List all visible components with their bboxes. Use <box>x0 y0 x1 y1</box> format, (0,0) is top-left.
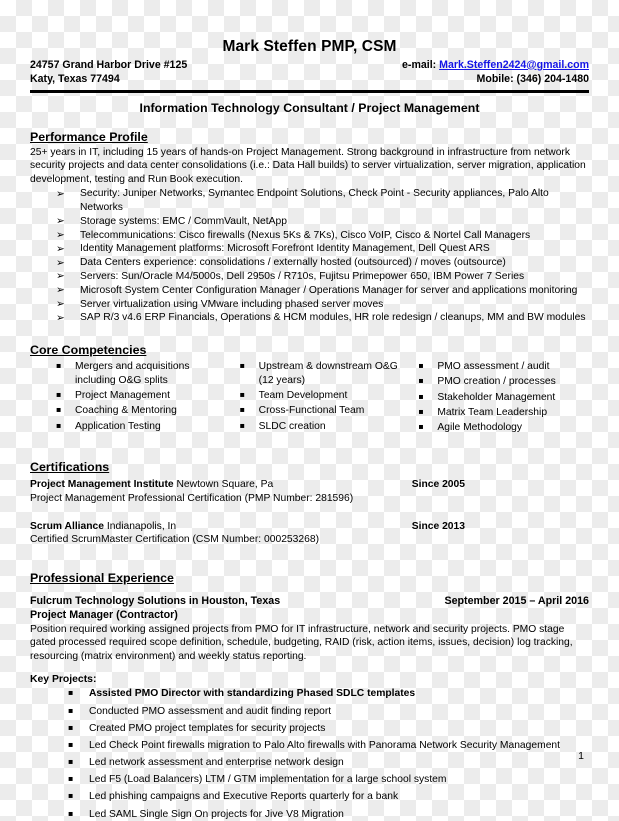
email-label: e-mail: <box>402 58 440 71</box>
list-item-text: PMO assessment / audit <box>437 361 550 373</box>
arrow-bullet-icon: ➢ <box>56 311 65 324</box>
arrow-bullet-icon: ➢ <box>56 270 65 283</box>
list-item-text: Matrix Team Leadership <box>437 406 548 418</box>
square-bullet-icon: ▪ <box>68 791 74 801</box>
square-bullet-icon: ▪ <box>56 405 62 415</box>
certification-location: Indianapolis, In <box>104 520 177 532</box>
square-bullet-icon: ▪ <box>418 422 424 432</box>
candidate-name: Mark Steffen PMP, CSM <box>222 38 397 55</box>
square-bullet-icon: ▪ <box>56 420 62 430</box>
list-item <box>68 790 589 804</box>
list-item-text: Upstream & downstream O&G (12 years) <box>258 361 398 386</box>
list-item-text: Mergers and acquisitions including O&G splits <box>75 361 190 386</box>
list-item-text: Coaching & Mentoring <box>75 405 177 417</box>
square-bullet-icon: ▪ <box>239 420 246 430</box>
list-item <box>56 256 589 270</box>
list-item <box>416 391 589 405</box>
list-item <box>56 284 589 298</box>
certification-item <box>30 520 589 547</box>
list-item-text: Server virtualization using VMware including phased server moves <box>80 298 384 310</box>
list-item <box>238 420 400 434</box>
section-core-competencies <box>30 341 589 436</box>
performance-profile-paragraph: 25+ years in IT, including 15 years of hands-on Project Management. Strong background in infrastructure from network security projects and data center consolidations (i.e.: Data Hall builds) to server virtualization, server migration, application development, testing and Run Book execution. <box>30 146 586 185</box>
list-item <box>54 360 220 387</box>
list-item <box>56 270 589 284</box>
list-item-text: Security: Juniper Networks, Symantec Endpoint Solutions, Check Point - Security appliances, Palo Alto Networks <box>80 188 549 213</box>
address-line-1: 24757 Grand Harbor Drive #125 <box>30 58 188 71</box>
job-description: Position required working assigned projects from PMO for IT infrastructure, network and security projects. PMO stage gated processed required scope definition, schedule, budgeting, RAID (risk, action items, issues, decision) log tracking, resourcing (matrix environment) and weekly status reporting. <box>30 623 573 662</box>
list-item <box>56 298 589 312</box>
certification-org-row <box>30 478 589 492</box>
list-item <box>68 756 589 770</box>
job-dates: September 2015 – April 2016 <box>444 595 589 608</box>
list-item-text: Microsoft System Center Configuration Manager / Operations Manager for server and applications monitoring <box>80 284 578 296</box>
list-item <box>68 705 589 719</box>
list-item-text: Led SAML Single Sign On projects for Jive V8 Migration <box>89 808 344 820</box>
square-bullet-icon: ▪ <box>68 722 74 732</box>
certification-detail: Project Management Professional Certification (PMP Number: 281596) <box>30 493 354 505</box>
list-item-text: SAP R/3 v4.6 ERP Financials, Operations & HCM modules, HR role redesign / cleanups, MM and BW modules <box>80 312 586 324</box>
list-item <box>238 389 400 403</box>
list-item-text: Led network assessment and enterprise network design <box>89 757 344 769</box>
list-item-text: Identity Management platforms: Microsoft Forefront Identity Management, Dell Quest ARS <box>80 243 490 255</box>
list-item <box>416 375 589 389</box>
performance-profile-heading: Performance Profile <box>30 129 148 144</box>
section-performance-profile <box>30 128 589 325</box>
job-company: Fulcrum Technology Solutions in Houston, Texas <box>30 595 281 608</box>
list-item-text: PMO creation / processes <box>437 376 556 388</box>
certification-item <box>30 478 589 505</box>
header-divider-rule <box>30 90 589 93</box>
list-item-text: Led Check Point firewalls migration to Palo Alto firewalls with Panorama Network Security Management <box>89 739 561 751</box>
competency-column-3 <box>399 360 589 436</box>
document-subtitle: Information Technology Consultant / Project Management <box>139 100 480 115</box>
arrow-bullet-icon: ➢ <box>56 229 65 242</box>
arrow-bullet-icon: ➢ <box>56 215 65 228</box>
square-bullet-icon: ▪ <box>239 361 246 371</box>
section-certifications <box>30 458 589 547</box>
square-bullet-icon: ▪ <box>418 391 424 401</box>
list-item <box>56 229 589 243</box>
competency-list-1 <box>54 360 220 433</box>
list-item-text: Application Testing <box>75 420 161 432</box>
list-item <box>68 722 589 736</box>
competency-list-3 <box>416 360 589 435</box>
list-item-text: Conducted PMO assessment and audit finding report <box>89 705 332 717</box>
core-competencies-columns <box>30 360 589 436</box>
list-item-text: Stakeholder Management <box>437 391 556 403</box>
square-bullet-icon: ▪ <box>418 361 424 371</box>
section-professional-experience <box>30 569 589 821</box>
competency-list-2 <box>238 360 400 433</box>
address-line-2: Katy, Texas 77494 <box>30 72 120 85</box>
list-item <box>56 242 589 256</box>
contact-line-2 <box>30 73 589 87</box>
certification-detail: Certified ScrumMaster Certification (CSM Number: 000253268) <box>30 534 319 546</box>
core-competencies-heading: Core Competencies <box>30 343 147 358</box>
list-item <box>68 687 589 701</box>
list-item-text: Telecommunications: Cisco firewalls (Nexus 5Ks & 7Ks), Cisco VoIP, Cisco & Nortel Call Managers <box>80 229 531 241</box>
square-bullet-icon: ▪ <box>68 757 74 767</box>
resume-header <box>30 38 589 115</box>
list-item-text: Led F5 (Load Balancers) LTM / GTM implementation for a large school system <box>89 774 447 786</box>
list-item-text: Project Management <box>75 390 171 402</box>
certification-since: Since 2013 <box>411 520 465 532</box>
list-item <box>68 808 589 821</box>
arrow-bullet-icon: ➢ <box>56 284 65 297</box>
square-bullet-icon: ▪ <box>68 688 74 698</box>
key-projects-list <box>30 687 589 821</box>
arrow-bullet-icon: ➢ <box>56 242 65 255</box>
key-projects-heading: Key Projects: <box>30 674 97 686</box>
square-bullet-icon: ▪ <box>418 376 424 386</box>
certification-org: Scrum Alliance <box>30 520 105 532</box>
list-item-text: Created PMO project templates for security projects <box>89 722 326 734</box>
professional-experience-heading: Professional Experience <box>30 571 174 586</box>
list-item <box>56 311 589 325</box>
list-item-text: Team Development <box>258 390 348 402</box>
certification-since: Since 2005 <box>411 479 465 491</box>
email-link[interactable]: Mark.Steffen2424@gmail.com <box>439 58 589 71</box>
job-title: Project Manager (Contractor) <box>30 609 178 621</box>
list-item <box>56 187 589 215</box>
list-item <box>54 389 220 403</box>
email-block <box>402 59 589 73</box>
list-item-text: Assisted PMO Director with standardizing Phased SDLC templates <box>89 688 416 700</box>
list-item <box>238 360 400 387</box>
square-bullet-icon: ▪ <box>68 705 74 715</box>
list-item <box>54 404 220 418</box>
list-item-text: Led phishing campaigns and Executive Reports quarterly for a bank <box>89 791 399 803</box>
competency-column-1 <box>30 360 220 436</box>
competency-column-2 <box>220 360 400 436</box>
list-item <box>416 360 589 374</box>
square-bullet-icon: ▪ <box>418 406 424 416</box>
certification-org-row <box>30 520 589 534</box>
job-entry <box>30 595 589 821</box>
list-item <box>416 406 589 420</box>
list-item <box>416 421 589 435</box>
list-item-text: Agile Methodology <box>437 422 523 434</box>
arrow-bullet-icon: ➢ <box>56 187 65 200</box>
list-item-text: Data Centers experience: consolidations / externally hosted (outsourced) / moves (outsource) <box>80 257 506 269</box>
square-bullet-icon: ▪ <box>56 361 62 371</box>
arrow-bullet-icon: ➢ <box>56 298 65 311</box>
certification-org-location <box>30 520 176 534</box>
square-bullet-icon: ▪ <box>68 808 74 818</box>
square-bullet-icon: ▪ <box>239 390 246 400</box>
list-item-text: SLDC creation <box>258 420 326 432</box>
list-item <box>68 773 589 787</box>
list-item-text: Cross-Functional Team <box>258 405 365 417</box>
certification-org-location <box>30 478 273 492</box>
square-bullet-icon: ▪ <box>56 390 62 400</box>
list-item-text: Servers: Sun/Oracle M4/5000s, Dell 2950s / R710s, Fujitsu Primepower 650, IBM Power 7 Series <box>80 270 525 282</box>
page-number: 1 <box>578 750 584 762</box>
square-bullet-icon: ▪ <box>68 739 74 749</box>
certifications-heading: Certifications <box>30 460 110 475</box>
list-item <box>56 215 589 229</box>
list-item <box>54 420 220 434</box>
arrow-bullet-icon: ➢ <box>56 256 65 269</box>
job-company-row <box>30 595 589 609</box>
mobile-number: Mobile: (346) 204-1480 <box>476 72 589 85</box>
square-bullet-icon: ▪ <box>68 774 74 784</box>
list-item-text: Storage systems: EMC / CommVault, NetApp <box>80 215 287 227</box>
list-item <box>68 739 589 753</box>
certification-location: Newtown Square, Pa <box>173 479 274 491</box>
square-bullet-icon: ▪ <box>239 405 246 415</box>
contact-line-1 <box>30 59 589 73</box>
list-item <box>238 404 400 418</box>
certification-org: Project Management Institute <box>30 479 174 491</box>
performance-profile-bullets <box>30 187 589 325</box>
